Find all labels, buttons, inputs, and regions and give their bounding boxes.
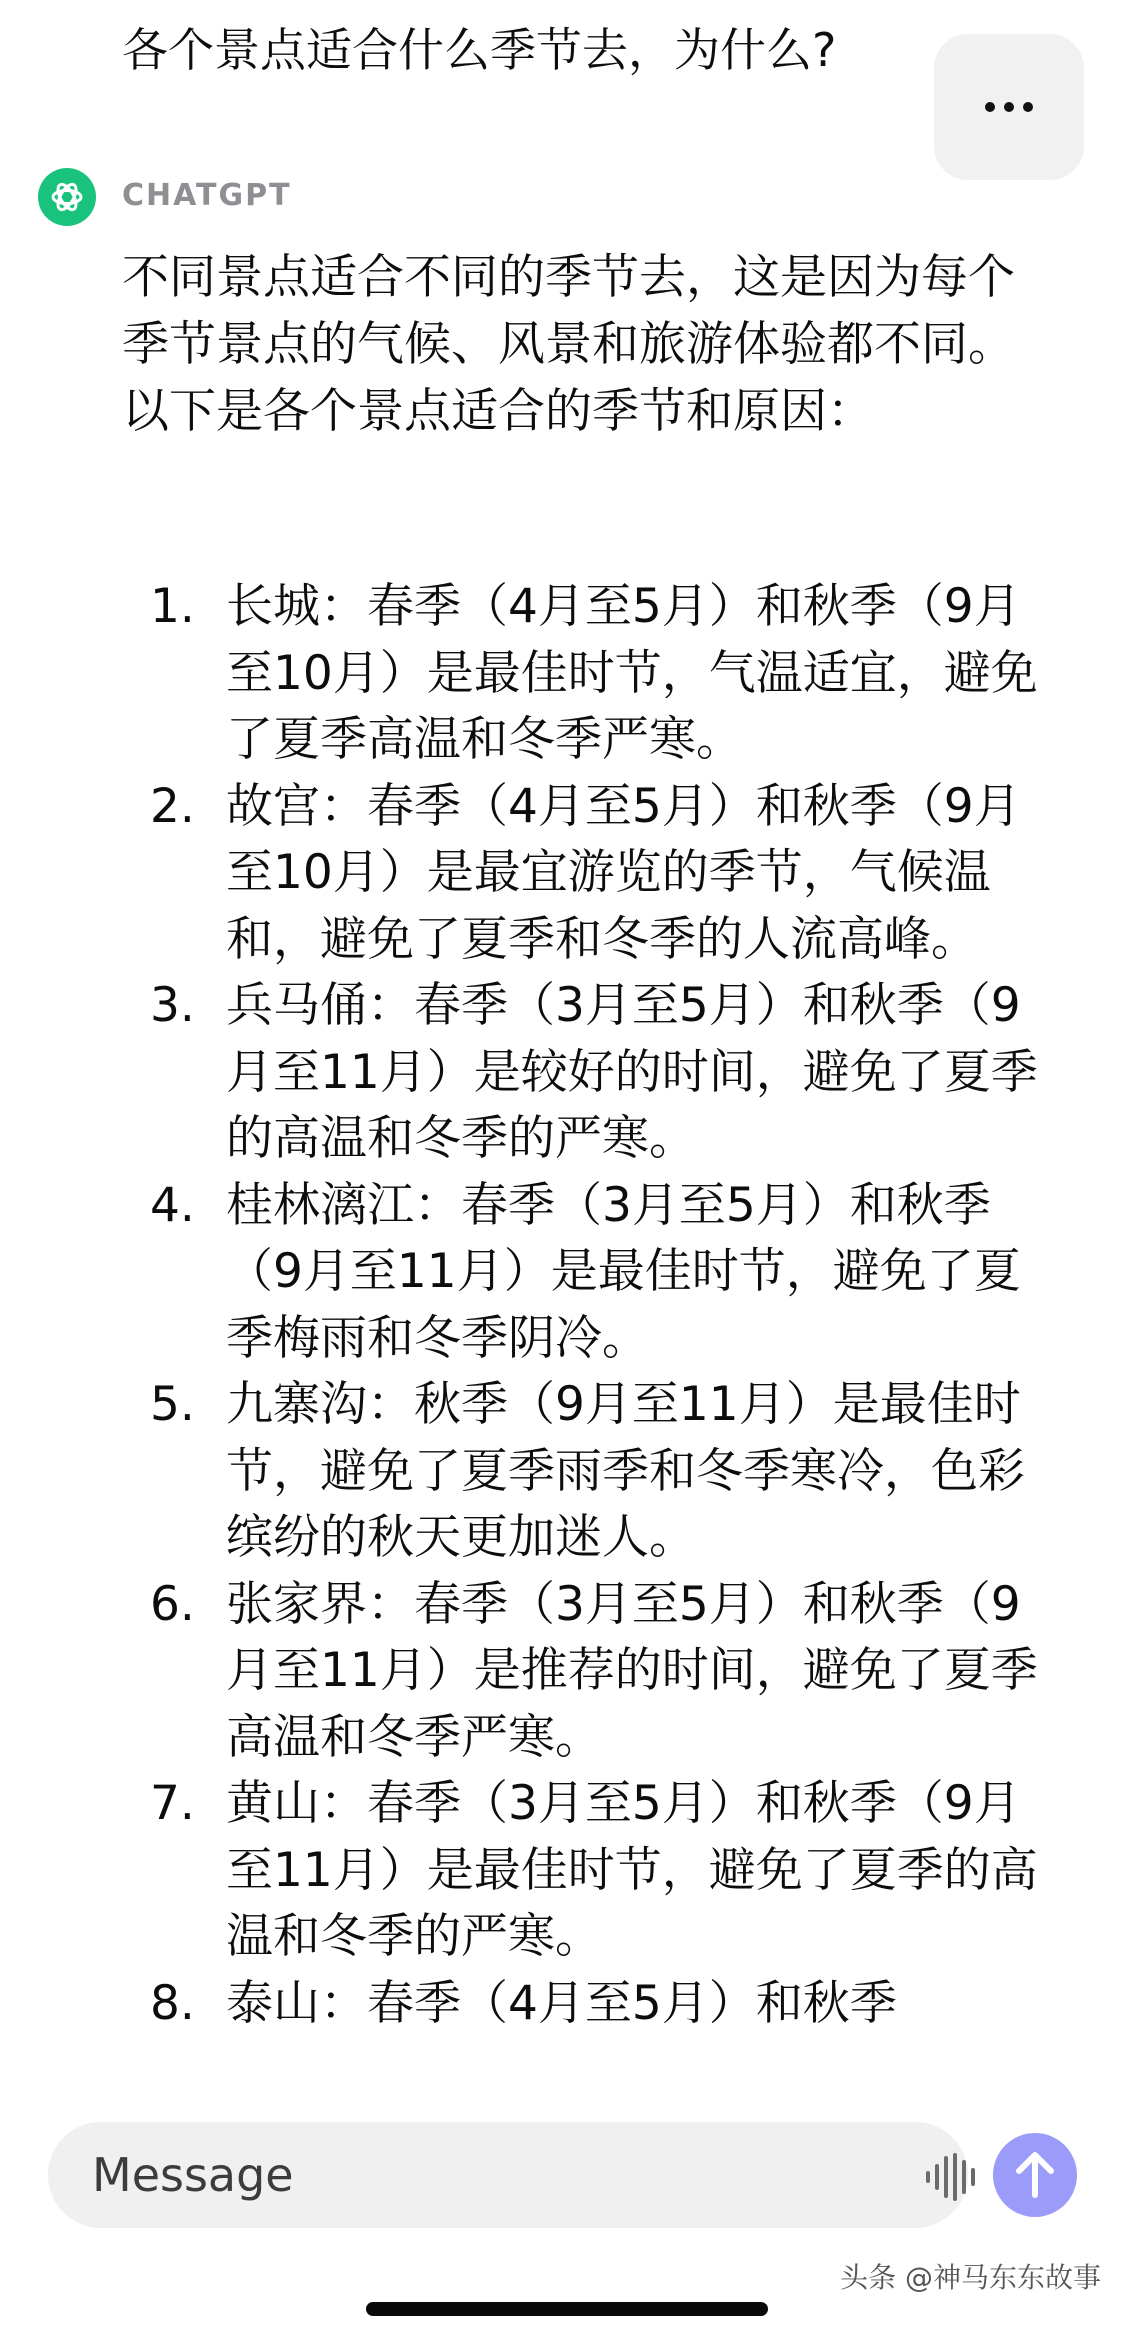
list-item xyxy=(150,1572,1050,1772)
more-dot-icon xyxy=(1004,102,1014,112)
list-item-number: 3. xyxy=(150,978,195,1033)
list-item-text: 九寨沟：秋季（9月至11月）是最佳时节，避免了夏季雨季和冬季寒冷，色彩缤纷的秋天更加迷人。 xyxy=(226,1377,1025,1565)
list-item-number: 2. xyxy=(150,778,195,834)
list-item xyxy=(150,774,1050,974)
chatgpt-logo-icon xyxy=(38,168,96,226)
openai-knot-icon xyxy=(47,177,87,217)
list-item xyxy=(150,1173,1050,1373)
list-item xyxy=(150,1771,1050,1971)
list-item-text: 黄山：春季（3月至5月）和秋季（9月至11月）是最佳时节，避免了夏季的高温和冬季的严寒。 xyxy=(226,1776,1038,1964)
assistant-name: CHATGPT xyxy=(122,178,292,213)
voice-waveform-icon[interactable] xyxy=(924,2152,980,2202)
list-item-number: 4. xyxy=(150,1177,195,1233)
send-button[interactable] xyxy=(993,2133,1077,2217)
list-item-text: 长城：春季（4月至5月）和秋季（9月至10月）是最佳时节，气温适宜，避免了夏季高温和冬季严寒。 xyxy=(226,579,1038,767)
message-composer xyxy=(48,2122,968,2228)
list-item-text: 泰山：春季（4月至5月）和秋季 xyxy=(226,1975,897,2031)
assistant-intro: 不同景点适合不同的季节去，这是因为每个季节景点的气候、风景和旅游体验都不同。以下是各个景点适合的季节和原因： xyxy=(122,250,1015,439)
arrow-up-icon xyxy=(993,2133,1077,2217)
list-item-text: 故宫：春季（4月至5月）和秋季（9月至10月）是最宜游览的季节，气候温和，避免了夏季和冬季的人流高峰。 xyxy=(226,778,1021,967)
list-item-number: 7. xyxy=(150,1776,195,1831)
list-item-number: 1. xyxy=(150,579,195,634)
list-item-number: 8. xyxy=(150,1975,195,2031)
more-options-button[interactable] xyxy=(934,34,1084,180)
more-dot-icon xyxy=(1023,102,1033,112)
attraction-list xyxy=(150,574,1050,2037)
list-item-text: 桂林漓江：春季（3月至5月）和秋季（9月至11月）是最佳时节，避免了夏季梅雨和冬季阴冷。 xyxy=(226,1177,1021,1366)
list-item-number: 6. xyxy=(150,1576,195,1632)
list-item-number: 5. xyxy=(150,1377,195,1432)
list-item xyxy=(150,1372,1050,1572)
more-dot-icon xyxy=(985,102,995,112)
list-item xyxy=(150,973,1050,1173)
message-input[interactable] xyxy=(92,2149,852,2201)
list-item-text: 兵马俑：春季（3月至5月）和秋季（9月至11月）是较好的时间，避免了夏季的高温和冬季的严寒。 xyxy=(226,978,1038,1166)
home-indicator[interactable] xyxy=(366,2302,768,2316)
user-message: 各个景点适合什么季节去，为什么? xyxy=(122,23,837,77)
list-item-text: 张家界：春季（3月至5月）和秋季（9月至11月）是推荐的时间，避免了夏季高温和冬季严寒。 xyxy=(226,1576,1038,1765)
list-item xyxy=(150,1971,1050,2038)
watermark: 头条 @神马东东故事 xyxy=(840,2261,1101,2294)
list-item xyxy=(150,574,1050,774)
